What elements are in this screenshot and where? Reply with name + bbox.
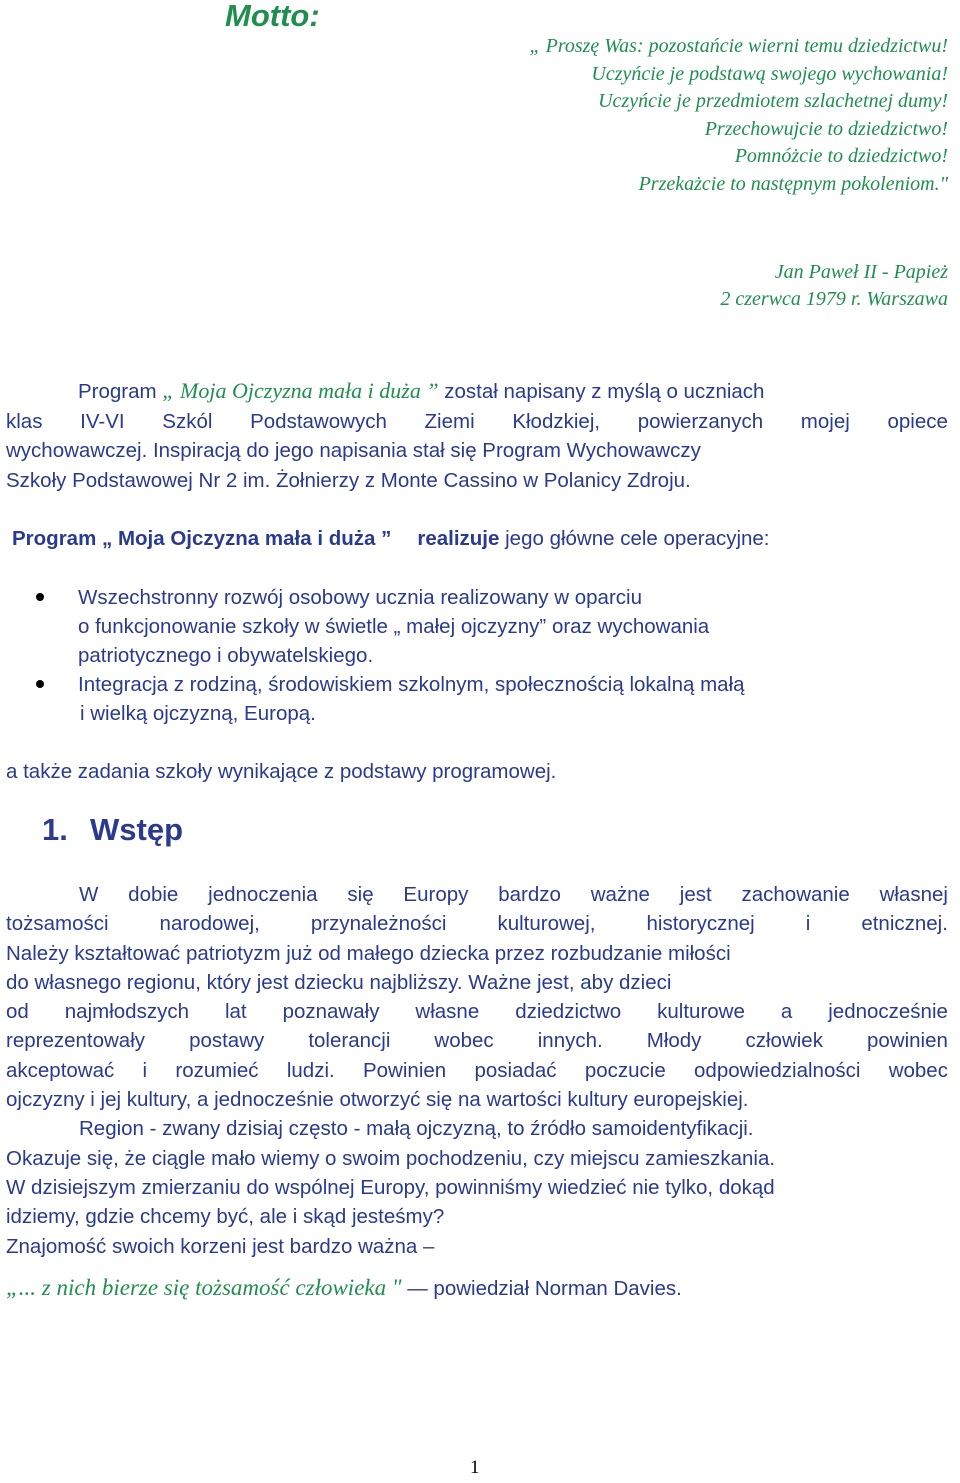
word: Powinien — [362, 1058, 447, 1082]
word: Kłodzkiej, — [512, 409, 601, 433]
motto-title: Motto: — [225, 0, 320, 33]
word: etnicznej. — [861, 912, 948, 936]
word: Podstawowych — [250, 409, 387, 433]
word: lat — [224, 1000, 247, 1024]
text-line — [6, 909, 948, 938]
motto-attribution — [348, 259, 948, 313]
word: historycznej — [646, 912, 755, 936]
word: powierzanych — [637, 409, 764, 433]
word: własne — [415, 1000, 480, 1024]
list-item-line: Wszechstronny rozwój osobowy ucznia realizowany w oparciu — [78, 586, 642, 609]
word: Młody — [646, 1029, 702, 1053]
goals-bold: Program „ Moja Ojczyzna mała i duża ” — [12, 527, 392, 550]
intro-paragraph — [6, 376, 948, 495]
list-item-line: i wielką ojczyzną, Europą. — [80, 702, 316, 725]
word: wobec — [888, 1058, 948, 1082]
word: a — [780, 1000, 793, 1024]
list-item-line: Integracja z rodziną, środowiskiem szkolnym, społecznością lokalną małą — [78, 673, 745, 696]
word: dziedzictwo — [515, 1000, 622, 1024]
word: innych. — [537, 1029, 603, 1053]
word: ludzi. — [286, 1058, 335, 1082]
closing-quote-text: „... z nich bierze się tożsamość człowieka " — [6, 1275, 402, 1300]
motto-quote-line: Przekażcie to następnym pokoleniom." — [638, 172, 948, 195]
word: wobec — [434, 1029, 494, 1053]
motto-quote-line: „ Proszę Was: pozostańcie wierni temu dziedzictwu! — [529, 35, 948, 57]
motto-author: Jan Paweł II - Papież — [774, 261, 948, 283]
word: kulturowej, — [497, 912, 596, 936]
intro-section-text — [6, 880, 948, 1261]
word: się — [347, 883, 374, 906]
word: IV-VI — [80, 409, 125, 433]
text-line: ojczyzny i jej kultury, a jednocześnie otworzyć się na wartości kultury europejskiej. — [6, 1088, 749, 1112]
word: Ziemi — [424, 409, 475, 433]
word: tolerancji — [308, 1029, 391, 1053]
text-line: Region - zwany dzisiaj często - małą ojczyzną, to źródło samoidentyfikacji. — [79, 1117, 754, 1141]
word: reprezentowały — [6, 1029, 146, 1053]
closing-quote — [6, 1271, 682, 1306]
bullet-icon — [36, 680, 44, 688]
word: jednocześnie — [828, 1000, 948, 1024]
word: odpowiedzialności — [694, 1058, 861, 1082]
word: człowiek — [745, 1029, 823, 1053]
also-line: a także zadania szkoły wynikające z podstawy programowej. — [6, 760, 557, 783]
motto-date-place: 2 czerwca 1979 r. Warszawa — [720, 288, 948, 310]
word: i — [142, 1058, 148, 1082]
text-line: Należy kształtować patriotyzm już od małego dziecka przez rozbudzanie miłości — [6, 941, 731, 965]
word: rozumieć — [175, 1058, 259, 1082]
text-line: Okazuje się, że ciągle mało wiemy o swoim pochodzeniu, czy miejscu zamieszkania. — [6, 1146, 776, 1170]
motto-quote-line: Uczyńcie je przedmiotem szlachetnej dumy! — [598, 90, 948, 113]
word: opiece — [887, 409, 948, 433]
intro-line: wychowawczej. Inspiracją do jego napisania stał się Program Wychowawczy — [6, 439, 701, 462]
word: poznawały — [282, 1000, 380, 1024]
list-item-line: o funkcjonowanie szkoły w świetle „ małej ojczyzny” oraz wychowania — [78, 615, 710, 638]
word: i — [805, 912, 811, 936]
word: tożsamości — [6, 912, 109, 936]
page-number: 1 — [470, 1457, 480, 1478]
closing-attribution: — powiedział Norman Davies. — [407, 1277, 682, 1300]
text-line: idziemy, gdzie chcemy być, ale i skąd jesteśmy? — [6, 1205, 445, 1229]
word: własnej — [879, 883, 948, 906]
goals-line — [12, 524, 770, 554]
list-item-line: patriotycznego i obywatelskiego. — [78, 644, 374, 667]
word: Szkól — [162, 409, 213, 433]
word: Europy — [403, 883, 469, 906]
word: bardzo — [498, 883, 561, 906]
word: przynależności — [310, 912, 447, 936]
text-line: W dzisiejszym zmierzaniu do wspólnej Europy, powinniśmy wiedzieć nie tylko, dokąd — [6, 1175, 775, 1199]
text-line — [6, 880, 948, 909]
word: akceptować — [6, 1058, 115, 1082]
motto-quote-line: Uczyńcie je podstawą swojego wychowania! — [591, 62, 948, 85]
text-line: do własnego regionu, który jest dziecku najbliższy. Ważne jest, aby dzieci — [6, 970, 672, 994]
word: powinien — [867, 1029, 948, 1053]
goals-verb: realizuje — [417, 527, 500, 550]
intro-line1-rest: został napisany z myślą o uczniach — [444, 380, 765, 403]
word: mojej — [800, 409, 850, 433]
section-heading — [42, 812, 183, 848]
intro-line — [6, 376, 948, 407]
intro-line — [6, 407, 948, 437]
word: klas — [6, 409, 43, 433]
word: dobie — [128, 883, 179, 906]
word: jest — [679, 883, 712, 906]
text-line — [6, 997, 948, 1026]
list-item — [38, 670, 938, 728]
word: posiadać — [474, 1058, 557, 1082]
motto-quote-line: Pomnóżcie to dziedzictwo! — [734, 145, 948, 168]
text-line — [6, 1026, 948, 1055]
word: najmłodszych — [64, 1000, 189, 1024]
word: od — [6, 1000, 29, 1024]
word: jednoczenia — [208, 883, 318, 906]
word: poczucie — [584, 1058, 666, 1082]
word: kulturowe — [657, 1000, 745, 1024]
program-name: „ Moja Ojczyzna mała i duża ” — [162, 378, 439, 403]
section-number: 1. — [42, 812, 68, 847]
word: postawy — [189, 1029, 265, 1053]
word: W — [79, 883, 99, 906]
text-line: Znajomość swoich korzeni jest bardzo ważna – — [6, 1234, 435, 1258]
word: ważne — [590, 883, 650, 906]
bullet-icon — [36, 593, 44, 601]
motto-quote — [248, 33, 948, 199]
section-title: Wstęp — [90, 812, 183, 847]
word: zachowanie — [741, 883, 850, 906]
motto-quote-line: Przechowujcie to dziedzictwo! — [704, 117, 948, 140]
text-line — [6, 1056, 948, 1085]
list-item — [38, 583, 938, 670]
intro-lead: Program — [78, 380, 157, 403]
goals-rest: jego główne cele operacyjne: — [505, 527, 770, 550]
intro-line: Szkoły Podstawowej Nr 2 im. Żołnierzy z Monte Cassino w Polanicy Zdroju. — [6, 468, 691, 492]
goals-list — [38, 583, 938, 728]
word: narodowej, — [159, 912, 260, 936]
